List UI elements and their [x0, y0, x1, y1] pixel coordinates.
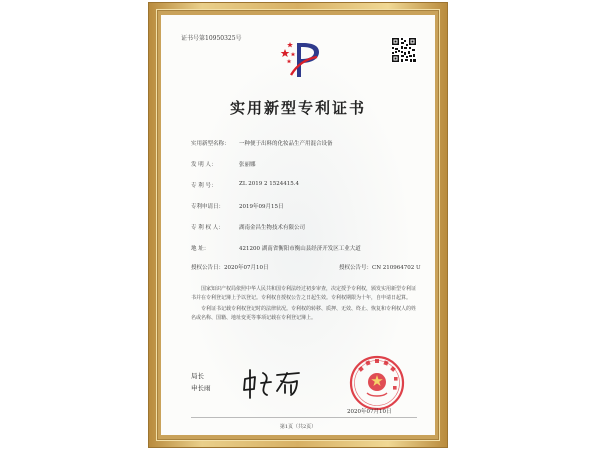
seal-date: 2020年07月10日: [347, 409, 392, 415]
page-number: 第1页（共2页）: [279, 424, 317, 430]
body-paragraph: 专利证书记载专利权登记时的法律状况。专利权的转移、质押、无效、终止、恢复和专利权人的姓名或名称、国籍、地址变更等事项记载在专利登记簿上。: [191, 306, 417, 321]
field-label: 实用新型名称：: [191, 141, 230, 147]
authorization-date: 授权公告日：2020年07月10日: [191, 265, 269, 271]
body-paragraph: 国家知识产权局依照中华人民共和国专利法经过初步审查，决定授予专利权，颁发实用新型专利证书并在专利登记簿上予以登记。专利权自授权公告之日起生效。专利权期限为十年，自申请日起算。: [191, 286, 417, 301]
field-label: 地 址：: [191, 246, 210, 252]
certificate-fields: [191, 139, 421, 265]
footer-divider: [191, 417, 417, 418]
official-seal-icon: [349, 355, 405, 411]
picture-frame: [148, 2, 448, 448]
field-label: 专 利 号：: [191, 183, 217, 189]
field-patent-number: [191, 181, 421, 193]
field-address: [191, 244, 421, 256]
director-name: 申长雨: [191, 384, 211, 392]
field-value: 421200 湖南省衡阳市衡山县经济开发区工业大道: [239, 246, 361, 252]
field-value: ZL 2019 2 1524415.4: [239, 181, 299, 187]
field-value: 张丽娜: [239, 162, 256, 168]
certificate-body: [191, 285, 419, 325]
director-title: 局长: [191, 372, 204, 380]
certificate-paper: [161, 15, 435, 435]
field-value: 湖南金昌生物技术有限公司: [239, 225, 306, 231]
certificate-title: 实用新型专利证书: [229, 99, 366, 117]
field-inventor: [191, 160, 421, 172]
cnipa-logo-icon: [279, 37, 323, 81]
announcement-number: 授权公告号：CN 210964702 U: [339, 265, 421, 271]
authorization-row: [191, 263, 427, 271]
field-patentee: [191, 223, 421, 235]
field-label: 专 利 权 人：: [191, 225, 224, 231]
handwritten-signature-icon: [241, 365, 305, 401]
field-label: 专利申请日：: [191, 204, 225, 210]
certificate-number: 证书号第10950325号: [181, 35, 242, 42]
field-value: 2019年09月15日: [239, 204, 284, 210]
director-block: [191, 370, 211, 394]
field-value: 一种便于出料的化妆品生产用混合设备: [239, 141, 333, 147]
field-utility-name: [191, 139, 421, 151]
field-label: 发 明 人：: [191, 162, 217, 168]
field-application-date: [191, 202, 421, 214]
qr-code-icon: [391, 37, 417, 63]
